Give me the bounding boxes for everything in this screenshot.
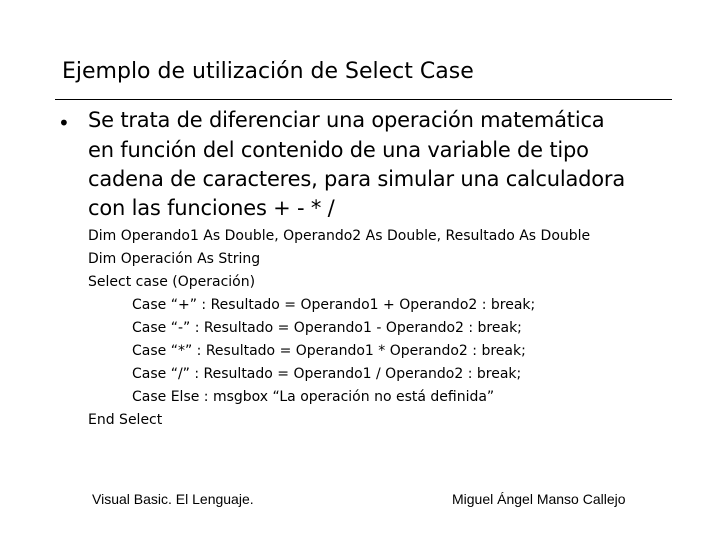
code-line: Select case (Operación)	[88, 274, 256, 290]
code-line: Case “+” : Resultado = Operando1 + Operando2 : break;	[132, 297, 536, 313]
bullet-text-line: Se trata de diferenciar una operación matemática	[88, 108, 605, 132]
code-line: Dim Operación As String	[88, 251, 261, 267]
bullet-text-line: en función del contenido de una variable de tipo	[88, 138, 589, 162]
slide-title: Ejemplo de utilización de Select Case	[62, 59, 474, 84]
bullet-text-line: cadena de caracteres, para simular una calculadora	[88, 167, 626, 191]
code-line: Case Else : msgbox “La operación no está definida”	[132, 389, 495, 405]
bullet-marker: •	[58, 111, 70, 135]
footer-left: Visual Basic. El Lenguaje.	[92, 491, 254, 507]
title-divider	[55, 99, 672, 100]
bullet-text-line: con las funciones + - * /	[88, 196, 335, 220]
footer-right: Miguel Ángel Manso Callejo	[452, 491, 626, 507]
code-line: Case “/” : Resultado = Operando1 / Operando2 : break;	[132, 366, 522, 382]
code-line: End Select	[88, 412, 163, 428]
code-line: Case “-” : Resultado = Operando1 - Operando2 : break;	[132, 320, 522, 336]
code-line: Case “*” : Resultado = Operando1 * Operando2 : break;	[132, 343, 526, 359]
code-line: Dim Operando1 As Double, Operando2 As Double, Resultado As Double	[88, 228, 591, 244]
